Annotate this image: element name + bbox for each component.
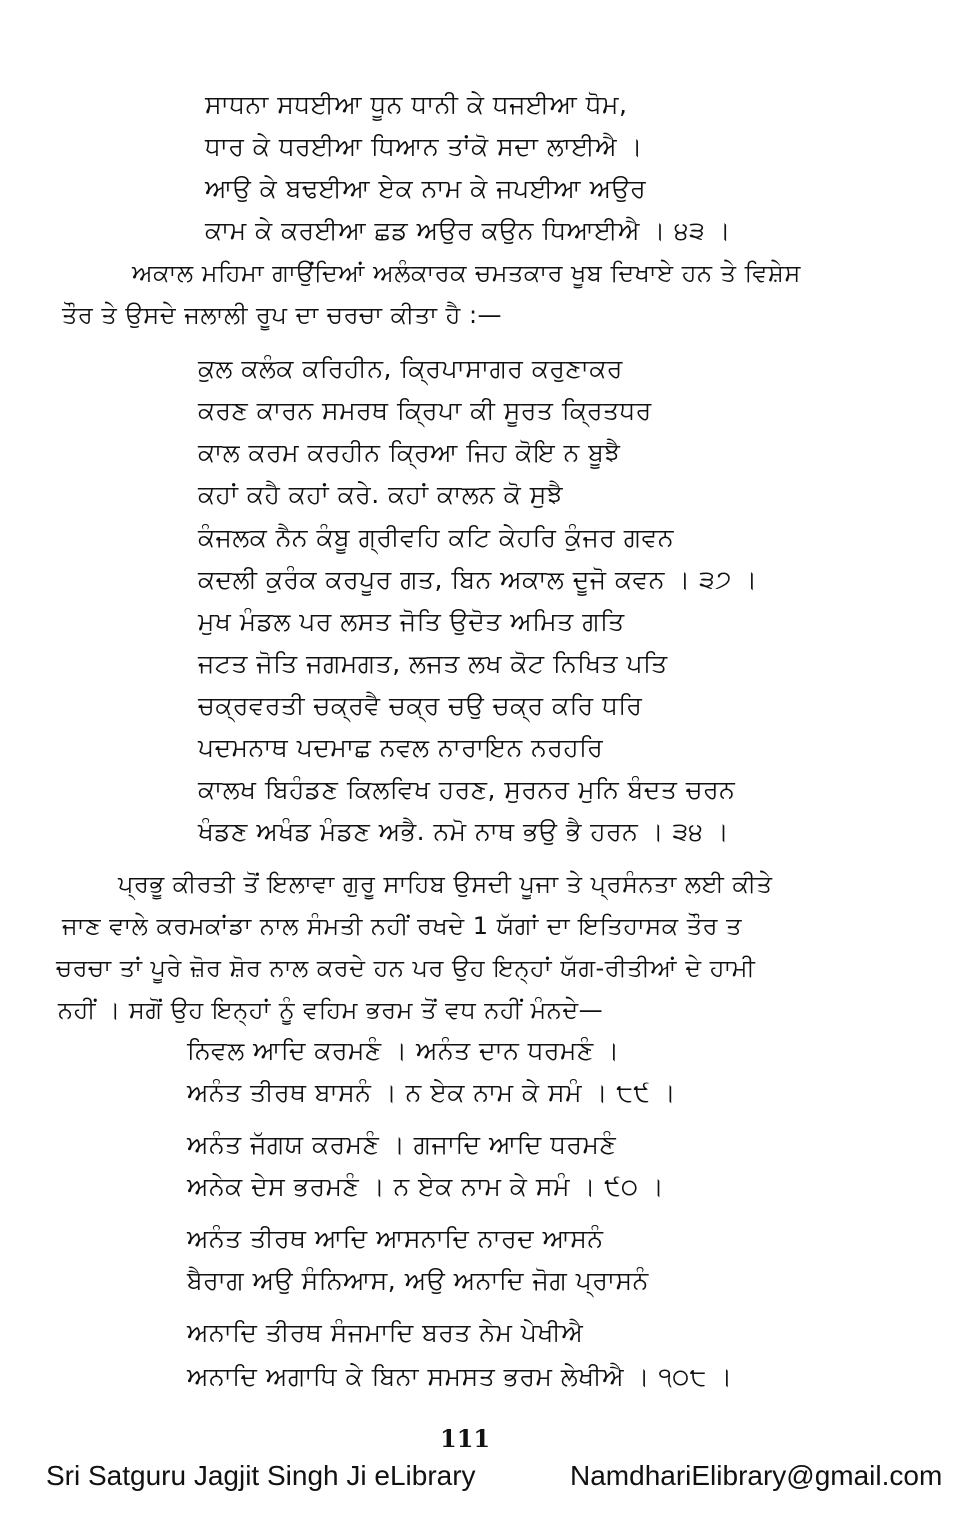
verse-line: ਕਾਲ ਕਰਮ ਕਰਹੀਨ ਕ੍ਰਿਆ ਜਿਹ ਕੋਇ ਨ ਬੂਝੈ <box>198 438 621 467</box>
verse-line: ਅਨਾਦਿ ਤੀਰਥ ਸੰਜਮਾਦਿ ਬਰਤ ਨੇਮ ਪੇਖੀਐ <box>187 1318 584 1347</box>
prose-line: ਚਰਚਾ ਤਾਂ ਪੂਰੇ ਜ਼ੋਰ ਸ਼ੋਰ ਨਾਲ ਕਰਦੇ ਹਨ ਪਰ ਉਹ ਇਨ੍ਹਾਂ ਯੱਗ-ਰੀਤੀਆਂ ਦੇ ਹਾਮੀ <box>56 954 756 982</box>
verse-line: ਕਰਣ ਕਾਰਨ ਸਮਰਥ ਕ੍ਰਿਪਾ ਕੀ ਸੂਰਤ ਕ੍ਰਿਤਧਰ <box>198 396 652 425</box>
verse-line: ਕਹਾਂ ਕਹੈ ਕਹਾਂ ਕਰੇ. ਕਹਾਂ ਕਾਲਨ ਕੋ ਸੁਝੈ <box>198 480 564 509</box>
verse-line: ਬੈਰਾਗ ਅਉ ਸੰਨਿਆਸ, ਅਉ ਅਨਾਦਿ ਜੋਗ ਪ੍ਰਾਸਨੰ <box>187 1266 649 1295</box>
verse-line: ਨਿਵਲ ਆਦਿ ਕਰਮਣੰ । ਅਨੰਤ ਦਾਨ ਧਰਮਣੰ । <box>187 1036 620 1065</box>
verse-line: ਕੁਲ ਕਲੰਕ ਕਰਿਹੀਨ, ਕ੍ਰਿਪਾਸਾਗਰ ਕਰੁਣਾਕਰ <box>198 354 623 383</box>
verse-line: ਕੰਜਲਕ ਨੈਨ ਕੰਬੂ ਗ੍ਰੀਵਹਿ ਕਟਿ ਕੇਹਰਿ ਕੁੰਜਰ ਗਵਨ <box>198 523 674 552</box>
verse-line: ਸਾਧਨਾ ਸਧਈਆ ਧੂਨ ਧਾਨੀ ਕੇ ਧਜਈਆ ਧੋਮ, <box>205 90 628 119</box>
footer-library-name: Sri Satguru Jagjit Singh Ji eLibrary <box>46 1460 476 1491</box>
verse-line: ਕਾਲਖ ਬਿਹੰਡਣ ਕਿਲਵਿਖ ਹਰਣ, ਸੁਰਨਰ ਮੁਨਿ ਬੰਦਤ ਚਰਨ <box>198 775 736 804</box>
verse-line: ਕਾਮ ਕੇ ਕਰਈਆ ਛਡ ਅਉਰ ਕਉਨ ਧਿਆਈਐ । ੪੩ । <box>205 216 731 245</box>
verse-line: ਅਨੰਤ ਜੱਗਯ ਕਰਮਣੰ । ਗਜਾਦਿ ਆਦਿ ਧਰਮਣੰ <box>187 1130 617 1159</box>
verse-line: ਅਨਾਦਿ ਅਗਾਧਿ ਕੇ ਬਿਨਾ ਸਮਸਤ ਭਰਮ ਲੇਖੀਐ । ੧੦੮ । <box>187 1362 733 1391</box>
page-number: 111 <box>440 1424 491 1453</box>
footer-email: NamdhariElibrary@gmail.com <box>570 1460 943 1491</box>
verse-line: ਕਦਲੀ ਕੁਰੰਕ ਕਰਪੂਰ ਗਤ, ਬਿਨ ਅਕਾਲ ਦੂਜੋ ਕਵਨ । ੩੭ । <box>198 565 758 594</box>
verse-line: ਅਨੰਤ ਤੀਰਥ ਆਦਿ ਆਸਨਾਦਿ ਨਾਰਦ ਆਸਨੰ <box>187 1224 604 1253</box>
verse-line: ਅਨੰਤ ਤੀਰਥ ਬਾਸਨੰ । ਨ ਏਕ ਨਾਮ ਕੇ ਸਮੰ । ੮੯ । <box>187 1078 677 1107</box>
prose-line: ਜਾਣ ਵਾਲੇ ਕਰਮਕਾਂਡਾ ਨਾਲ ਸੰਮਤੀ ਨਹੀਂ ਰਖਦੇ 1 ਯੱਗਾਂ ਦਾ ਇਤਿਹਾਸਕ ਤੌਰ ਤ <box>62 912 743 940</box>
verse-line: ਖੰਡਣ ਅਖੰਡ ਮੰਡਣ ਅਭੈ. ਨਮੋ ਨਾਥ ਭਉ ਭੈ ਹਰਨ । ੩੪ । <box>198 817 730 846</box>
prose-line: ਨਹੀਂ । ਸਗੋਂ ਉਹ ਇਨ੍ਹਾਂ ਨੂੰ ਵਹਿਮ ਭਰਮ ਤੋਂ ਵਧ ਨਹੀਂ ਮੰਨਦੇ— <box>58 996 604 1024</box>
verse-line: ਪਦਮਨਾਥ ਪਦਮਾਛ ਨਵਲ ਨਾਰਾਇਨ ਨਰਹਰਿ <box>198 733 604 762</box>
verse-line: ਮੁਖ ਮੰਡਲ ਪਰ ਲਸਤ ਜੋਤਿ ਉਦੋਤ ਅਮਿਤ ਗਤਿ <box>198 607 625 636</box>
verse-line: ਜਟਤ ਜੋਤਿ ਜਗਮਗਤ, ਲਜਤ ਲਖ ਕੋਟ ਨਿਖਿਤ ਪਤਿ <box>198 649 668 678</box>
verse-line: ਚਕ੍ਰਵਰਤੀ ਚਕ੍ਰਵੈ ਚਕ੍ਰ ਚਉ ਚਕ੍ਰ ਕਰਿ ਧਰਿ <box>198 691 643 720</box>
verse-line: ਧਾਰ ਕੇ ਧਰਈਆ ਧਿਆਨ ਤਾਂਕੋ ਸਦਾ ਲਾਈਐ । <box>205 132 643 161</box>
prose-line: ਅਕਾਲ ਮਹਿਮਾ ਗਾਉਂਦਿਆਂ ਅਲੰਕਾਰਕ ਚਮਤਕਾਰ ਖੂਬ ਦਿਖਾਏ ਹਨ ਤੇ ਵਿਸ਼ੇਸ <box>132 259 801 287</box>
prose-line: ਪ੍ਰਭੂ ਕੀਰਤੀ ਤੋਂ ਇਲਾਵਾ ਗੁਰੂ ਸਾਹਿਬ ਉਸਦੀ ਪੂਜਾ ਤੇ ਪ੍ਰਸੰਨਤਾ ਲਈ ਕੀਤੇ <box>118 870 773 898</box>
verse-line: ਅਨੇਕ ਦੇਸ ਭਰਮਣੰ । ਨ ਏਕ ਨਾਮ ਕੇ ਸਮੰ । ੯੦ । <box>187 1172 665 1201</box>
verse-line: ਆਉ ਕੇ ਬਢਈਆ ਏਕ ਨਾਮ ਕੇ ਜਪਈਆ ਅਉਰ <box>205 174 647 203</box>
prose-line: ਤੌਰ ਤੇ ਉਸਦੇ ਜਲਾਲੀ ਰੂਪ ਦਾ ਚਰਚਾ ਕੀਤਾ ਹੈ :— <box>62 301 503 329</box>
